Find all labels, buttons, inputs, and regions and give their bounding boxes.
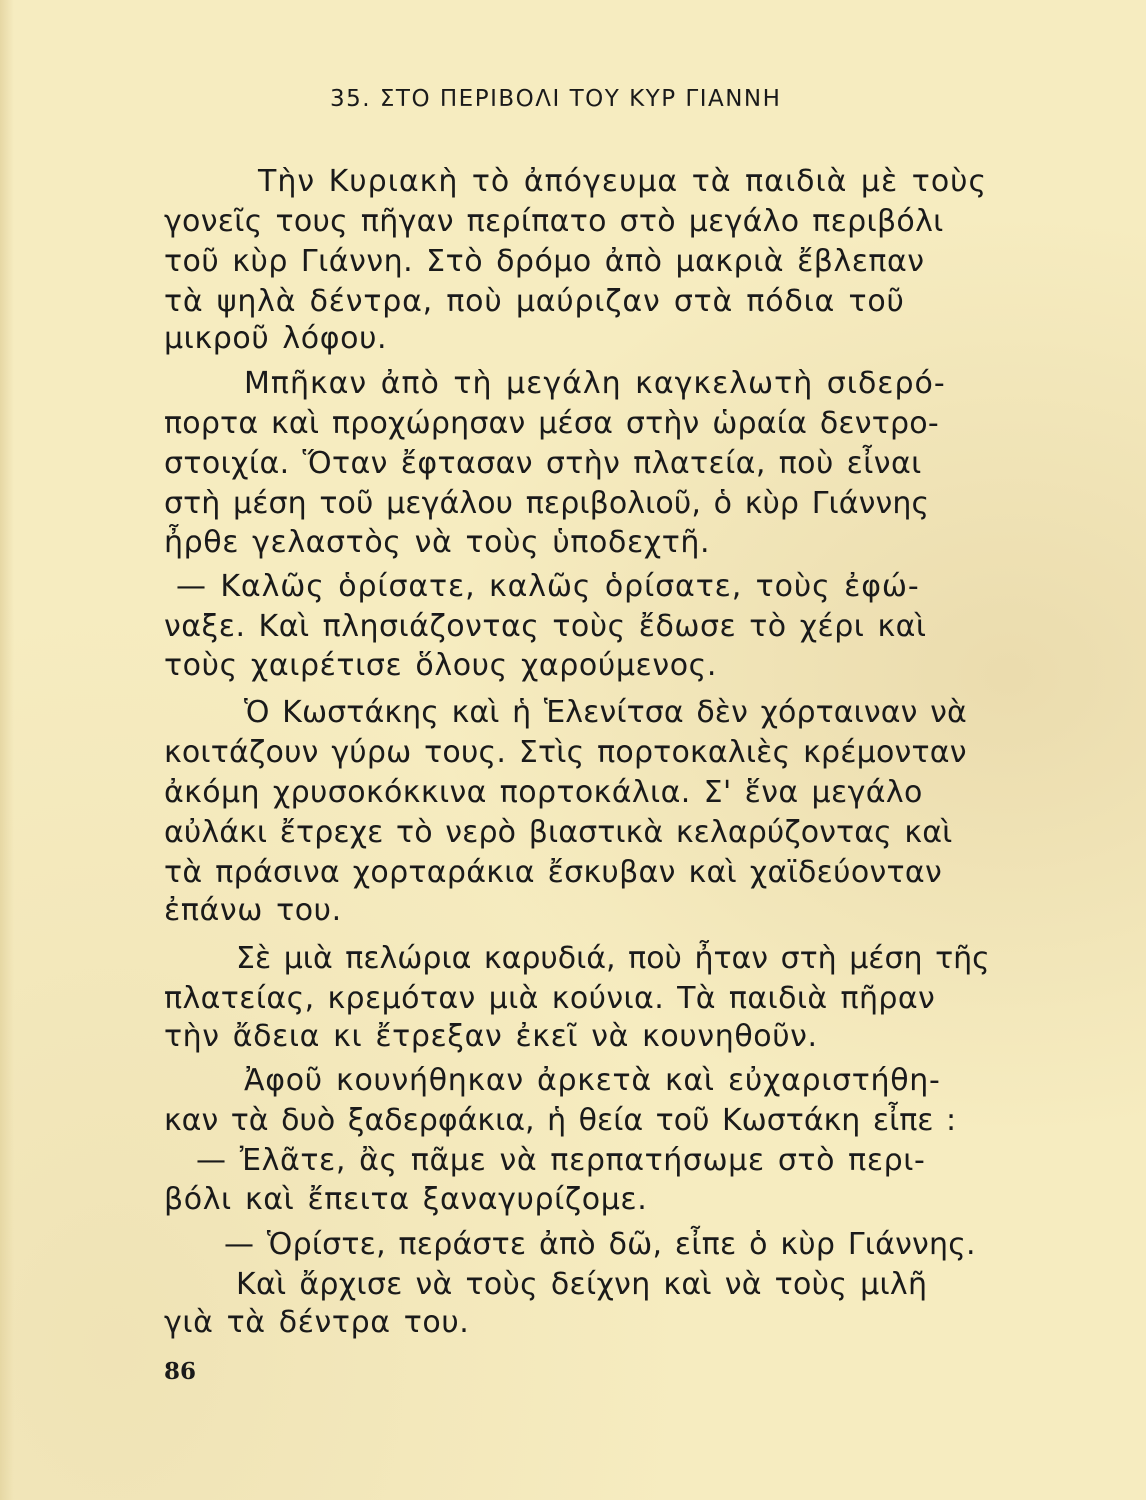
text-line: Τὴν Κυριακὴ τὸ ἀπόγευμα τὰ παιδιὰ μὲ τοὺς (258, 164, 988, 199)
text-line: πλατείας, κρεμόταν μιὰ κούνια. Τὰ παιδιὰ πῆραν (164, 981, 936, 1016)
text-line: ἦρθε γελαστὸς νὰ τοὺς ὑποδεχτῆ. (164, 525, 711, 560)
text-line: Μπῆκαν ἀπὸ τὴ μεγάλη καγκελωτὴ σιδερό- (244, 366, 946, 401)
page-binding-shadow (0, 0, 14, 1500)
text-line: βόλι καὶ ἔπειτα ξαναγυρίζομε. (164, 1182, 648, 1217)
text-line: στὴ μέση τοῦ μεγάλου περιβολιοῦ, ὁ κὺρ Γιάννης (164, 486, 930, 521)
text-line: Ὁ Κωστάκης καὶ ἡ Ἑλενίτσα δὲν χόρταιναν νὰ (244, 695, 967, 730)
text-line: τὰ ψηλὰ δέντρα, ποὺ μαύριζαν στὰ πόδια τοῦ (164, 284, 905, 319)
text-line: ἀκόμη χρυσοκόκκινα πορτοκάλια. Σ' ἕνα μεγάλο (164, 775, 923, 810)
text-line: μικροῦ λόφου. (164, 321, 388, 356)
text-line: τοὺς χαιρέτισε ὅλους χαρούμενος. (164, 648, 717, 683)
text-line: γονεῖς τους πῆγαν περίπατο στὸ μεγάλο περιβόλι (164, 204, 944, 239)
text-line: τὰ πράσινα χορταράκια ἔσκυβαν καὶ χαϊδεύονταν (164, 855, 943, 890)
text-line: γιὰ τὰ δέντρα του. (164, 1305, 470, 1340)
text-line: πορτα καὶ προχώρησαν μέσα στὴν ὡραία δεντρο- (164, 406, 939, 441)
text-line: ναξε. Καὶ πλησιάζοντας τοὺς ἔδωσε τὸ χέρι καὶ (164, 609, 927, 644)
text-line: — Ὁρίστε, περάστε ἀπὸ δῶ, εἶπε ὁ κὺρ Γιάννης. (224, 1227, 976, 1262)
chapter-heading: 35. ΣΤΟ ΠΕΡΙΒΟΛΙ ΤΟΥ ΚΥΡ ΓΙΑΝΝΗ (330, 86, 782, 112)
text-line: Σὲ μιὰ πελώρια καρυδιά, ποὺ ἦταν στὴ μέση τῆς (236, 941, 990, 976)
page-number: 86 (164, 1358, 197, 1385)
text-line: κοιτάζουν γύρω τους. Στὶς πορτοκαλιὲς κρέμονταν (164, 735, 967, 770)
text-line: ἐπάνω του. (164, 893, 342, 928)
text-line: αὐλάκι ἔτρεχε τὸ νερὸ βιαστικὰ κελαρύζοντας καὶ (164, 815, 953, 850)
text-line: καν τὰ δυὸ ξαδερφάκια, ἡ θεία τοῦ Κωστάκη εἶπε : (164, 1103, 957, 1138)
text-line: — Καλῶς ὁρίσατε, καλῶς ὁρίσατε, τοὺς ἐφώ- (176, 569, 920, 604)
text-line: τὴν ἄδεια κι ἔτρεξαν ἐκεῖ νὰ κουνηθοῦν. (164, 1019, 818, 1054)
text-line: στοιχία. Ὅταν ἔφτασαν στὴν πλατεία, ποὺ εἶναι (164, 446, 922, 481)
text-line: τοῦ κὺρ Γιάννη. Στὸ δρόμο ἀπὸ μακριὰ ἔβλεπαν (164, 244, 925, 279)
text-line: — Ἐλᾶτε, ἂς πᾶμε νὰ περπατήσωμε στὸ περι- (196, 1143, 926, 1178)
text-line: Ἀφοῦ κουνήθηκαν ἀρκετὰ καὶ εὐχαριστήθη- (244, 1063, 941, 1098)
text-line: Καὶ ἄρχισε νὰ τοὺς δείχνη καὶ νὰ τοὺς μιλῆ (236, 1267, 928, 1302)
